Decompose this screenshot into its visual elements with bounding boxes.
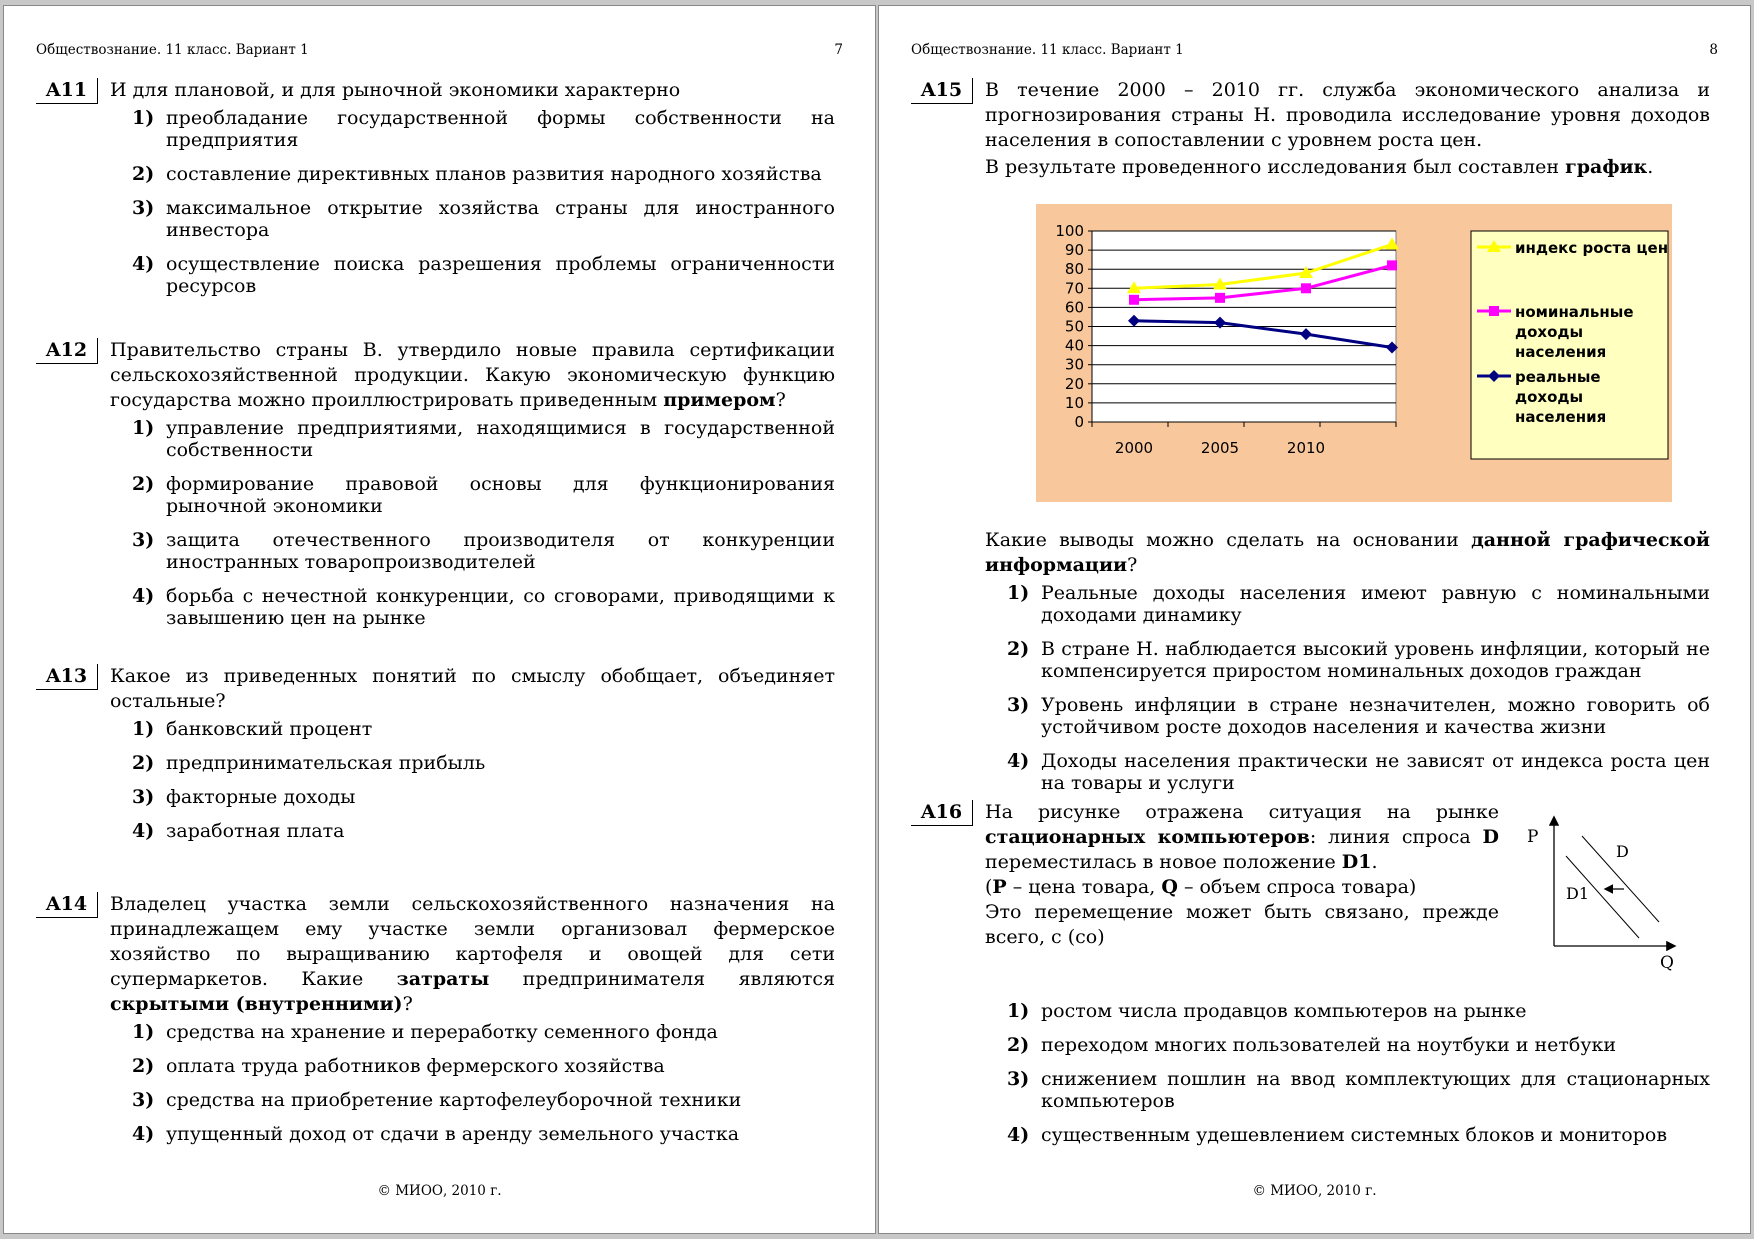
data-point xyxy=(1129,295,1139,305)
answer-option[interactable]: 2) составление директивных планов развития народного хозяйства xyxy=(132,163,822,185)
answer-option[interactable]: 1) средства на хранение и переработку семенного фонда xyxy=(132,1021,718,1043)
legend-label: индекс роста цен xyxy=(1515,239,1669,257)
data-point xyxy=(1215,293,1225,303)
legend-label: населения xyxy=(1515,343,1607,361)
chart-panel xyxy=(1036,204,1672,502)
question-stem-graph-intro: В результате проведенного исследования был составлен график. xyxy=(985,156,1654,178)
page-number: 7 xyxy=(834,42,843,58)
y-tick-label: 0 xyxy=(1074,413,1084,431)
line-chart xyxy=(1036,204,1672,502)
page-footer: © МИОО, 2010 г. xyxy=(1252,1183,1377,1199)
answer-option[interactable]: 2) В стране Н. наблюдается высокий уровень инфляции, который не компенсируется приростом номинальных доходов граждан xyxy=(1007,638,1710,682)
curve-label-d: D xyxy=(1616,842,1629,861)
question-stem: И для плановой, и для рыночной экономики характерно xyxy=(110,79,681,101)
demand-shift-diagram xyxy=(1524,810,1689,980)
answer-option[interactable]: 4) упущенный доход от сдачи в аренду земельного участка xyxy=(132,1123,740,1145)
answer-option[interactable]: 1) Реальные доходы населения имеют равную с номинальными доходами динамику xyxy=(1007,582,1710,626)
answer-option[interactable]: 2) предпринимательская прибыль xyxy=(132,752,486,774)
x-tick-label: 2005 xyxy=(1200,439,1240,457)
question-stem: На рисунке отражена ситуация на рынке стационарных компьютеров: линия спроса D переместилась в новое положение D1. xyxy=(985,801,1499,873)
axis-label-q: Q xyxy=(1660,953,1674,973)
question-a15-prompt xyxy=(911,528,1710,806)
answer-option[interactable]: 3) максимальное открытие хозяйства страны для иностранного инвестора xyxy=(132,197,835,241)
answer-option[interactable]: 2) формирование правовой основы для функционирования рыночной экономики xyxy=(132,473,835,517)
legend-label: доходы xyxy=(1515,388,1584,406)
page-number: 8 xyxy=(1709,42,1718,58)
y-tick-label: 100 xyxy=(1055,222,1084,240)
data-point xyxy=(1301,283,1311,293)
answer-option[interactable]: 4) заработная плата xyxy=(132,820,345,842)
page-footer: © МИОО, 2010 г. xyxy=(377,1183,502,1199)
answer-option[interactable]: 1) ростом числа продавцов компьютеров на рынке xyxy=(1007,1000,1527,1022)
question-prompt: Какие выводы можно сделать на основании данной графической информации? xyxy=(985,529,1710,576)
y-tick-label: 80 xyxy=(1064,260,1084,279)
answer-option[interactable]: 2) оплата труда работников фермерского хозяйства xyxy=(132,1055,665,1077)
question-stem: В течение 2000 – 2010 гг. служба экономического анализа и прогнозирования страны Н. проводила исследование уровня доходов населения в сопоставлении с уровнем роста цен. xyxy=(985,79,1710,151)
answer-option[interactable]: 3) факторные доходы xyxy=(132,786,356,808)
answer-option[interactable]: 1) банковский процент xyxy=(132,718,373,740)
question-stem-end: Это перемещение может быть связано, прежде всего, с (со) xyxy=(985,901,1499,948)
question-label: A12 xyxy=(36,338,98,364)
answer-option[interactable]: 4) осуществление поиска разрешения проблемы ограниченности ресурсов xyxy=(132,253,835,297)
page-left xyxy=(3,5,876,1234)
answer-option[interactable]: 3) снижением пошлин на ввод комплектующих для стационарных компьютеров xyxy=(1007,1068,1710,1112)
answer-option[interactable]: 1) управление предприятиями, находящимися в государственной собственности xyxy=(132,417,835,461)
data-point xyxy=(1489,306,1499,316)
question-label: A14 xyxy=(36,892,98,918)
question-label: A13 xyxy=(36,664,98,690)
answer-option[interactable]: 3) Уровень инфляции в стране незначителен, можно говорить об устойчивом росте доходов населения и качества жизни xyxy=(1007,694,1710,738)
x-tick-label: 2000 xyxy=(1114,439,1154,457)
curve-label-d1: D1 xyxy=(1566,884,1590,903)
page-header-subject: Обществознание. 11 класс. Вариант 1 xyxy=(36,42,309,58)
answer-option[interactable]: 2) переходом многих пользователей на ноутбуки и нетбуки xyxy=(1007,1034,1617,1056)
y-tick-label: 90 xyxy=(1064,241,1084,260)
question-stem: Владелец участка земли сельскохозяйственного назначения на принадлежащем ему участке земли организовал фермерское хозяйство по выращиванию картофеля и овощей для сети супермаркетов. Какие затраты предпринимателя являются скрытыми (внутренними)? xyxy=(110,893,835,1015)
y-tick-label: 50 xyxy=(1064,317,1084,336)
answer-option[interactable]: 3) средства на приобретение картофелеуборочной техники xyxy=(132,1089,742,1111)
answer-option[interactable]: 4) борьба с нечестной конкуренции, со сговорами, приводящими к завышению цен на рынке xyxy=(132,585,835,629)
page-header-subject: Обществознание. 11 класс. Вариант 1 xyxy=(911,42,1184,58)
y-tick-label: 30 xyxy=(1064,355,1084,374)
legend-label: населения xyxy=(1515,408,1607,426)
legend-label: реальные xyxy=(1515,368,1601,386)
answer-option[interactable]: 4) Доходы населения практически не зависят от индекса роста цен на товары и услуги xyxy=(1007,750,1710,794)
answer-option[interactable]: 3) защита отечественного производителя от конкуренции иностранных товаропроизводителей xyxy=(132,529,835,573)
question-a16-options xyxy=(911,1000,1710,1158)
y-tick-label: 20 xyxy=(1064,374,1084,393)
question-a12 xyxy=(36,338,835,641)
question-stem: Какое из приведенных понятий по смыслу обобщает, объединяет остальные? xyxy=(110,665,835,712)
answer-option[interactable]: 4) существенным удешевлением системных блоков и мониторов xyxy=(1007,1124,1668,1146)
data-point xyxy=(1387,260,1397,270)
question-label: A16 xyxy=(911,800,973,826)
question-a11 xyxy=(36,78,835,309)
axis-label-p: P xyxy=(1527,827,1539,847)
question-stem: Правительство страны В. утвердило новые правила сертификации сельскохозяйственной продукции. Какую экономическую функцию государства можно проиллюстрировать приведенным примером? xyxy=(110,339,835,411)
answer-option[interactable]: 1) преобладание государственной формы собственности на предприятия xyxy=(132,107,835,151)
y-tick-label: 70 xyxy=(1064,279,1084,298)
question-label: A11 xyxy=(36,78,98,104)
x-tick-label: 2010 xyxy=(1286,439,1326,457)
question-label: A15 xyxy=(911,78,973,104)
y-tick-label: 10 xyxy=(1064,393,1084,412)
page-right xyxy=(878,5,1751,1234)
question-a15 xyxy=(911,78,1710,180)
question-a13 xyxy=(36,664,835,854)
y-tick-label: 40 xyxy=(1064,336,1084,355)
legend-label: номинальные xyxy=(1515,303,1634,321)
question-legend-note: (P – цена товара, Q – объем спроса товара) xyxy=(985,876,1417,898)
legend-label: доходы xyxy=(1515,323,1584,341)
question-a14 xyxy=(36,892,835,1157)
y-tick-label: 60 xyxy=(1064,298,1084,317)
